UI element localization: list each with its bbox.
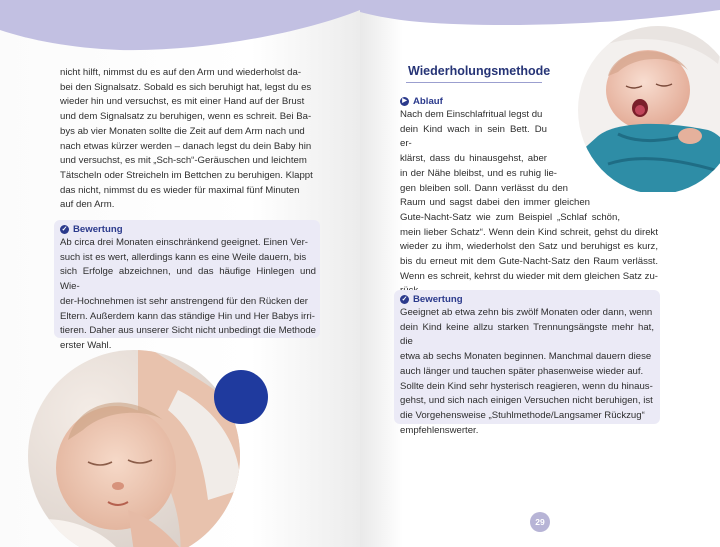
text-line: nicht hilft, nimmst du es auf den Arm und wiederholst da- [60, 67, 302, 78]
text-line: die Vorgehensweise „Stuhlmethode/Langsamer Rückzug“ [400, 409, 645, 421]
page-title: Wiederholungsmethode [408, 64, 551, 78]
text-line: und versuchst, es mit „Sch-sch“-Geräuschen und leichtem [60, 155, 307, 167]
text-line: bys ab vier Monaten sollte die Zeit auf dem Arm nach und [60, 125, 305, 137]
text-line: such ist es wert, allerdings kann es eine Weile dauern, bis [60, 251, 307, 263]
text-line: auch länger und tauchen später phasenweise wieder auf. [400, 365, 644, 377]
text-line: mein lieber Schatz“. Wenn dein Kind schreit, gehst du direkt [400, 226, 658, 238]
text-line: bis du erneut mit dem Gute-Nacht-Satz den Raum verlässt. [400, 256, 658, 268]
page-number: 29 [530, 512, 550, 532]
text-line: gen bleiben soll. Dann verlässt du den [400, 182, 568, 194]
text-line: Gute-Nacht-Satz wie zum Beispiel „Schlaf schön, [400, 211, 620, 223]
heading-label: Ablauf [413, 96, 443, 107]
text-line: tieren. Daher aus unserer Sicht nicht unbedingt die Methode [60, 325, 316, 337]
left-intro-paragraph [60, 66, 316, 213]
text-line: Wenn es schreit, kehrst du wieder mit dem gleichen Satz zu- [400, 270, 658, 282]
check-circle-icon: ✓ [61, 226, 68, 233]
left-bewertung-text [60, 236, 316, 354]
text-line: Nach dem Einschlafritual legst du [400, 109, 543, 120]
text-line: Sollte dein Kind sehr hysterisch reagieren, wenn du hinaus- [400, 380, 653, 392]
heading-label: Bewertung [413, 294, 463, 305]
right-bewertung-text [400, 306, 654, 438]
left-bewertung-heading [60, 224, 123, 235]
ablauf-heading [400, 96, 443, 107]
text-line: wieder zu ihm, wiederholst den Satz und beruhigst es kurz, [400, 241, 658, 253]
yawning-baby-photo [578, 24, 720, 192]
text-line: nach etwas kürzer werden – danach legst du dein Baby hin [60, 140, 312, 152]
text-line: wieder hin und versuchst, es mit einer Hand auf der Brust [60, 96, 305, 108]
heading-label: Bewertung [73, 224, 123, 235]
text-line: Geeignet ab etwa zehn bis zwölf Monaten oder dann, wenn [400, 307, 653, 318]
text-line: dein Kind keine allzu starken Trennungsängste mehr hat, die [400, 321, 654, 348]
text-line: auf den Arm. [60, 199, 115, 211]
text-line: und dem Signalsatz zu beruhigen, wenn es schreit. Bei Ba- [60, 111, 312, 123]
text-line: erster Wahl. [60, 339, 112, 351]
text-line: gehst, und sich nach einigen Versuchen nicht beruhigen, ist [400, 395, 653, 407]
text-line: etwa ab sechs Monaten beginnen. Manchmal dauern diese [400, 351, 652, 363]
sleeping-baby-photo [28, 350, 240, 547]
text-line: in der Nähe bleibst, und es ruhig lie- [400, 167, 557, 179]
text-line: bei den Signalsatz. Sobald es sich beruhigt hat, legst du es [60, 81, 312, 93]
text-line: dein Kind wach in sein Bett. Du er- [400, 123, 547, 150]
text-line: sich Erfolge abzeichnen, und das häufige Hinlegen und Wie- [60, 266, 316, 293]
text-line: der-Hochnehmen ist sehr anstrengend für den Rücken der [60, 295, 308, 307]
right-bewertung-heading [400, 294, 463, 305]
arrow-circle-icon: ▶ [400, 97, 409, 106]
text-line: klärst, dass du hinausgehst, aber [400, 153, 547, 165]
text-line: Tätscheln oder Streicheln im Bettchen zu beruhigen. Klappt [60, 169, 313, 181]
text-line: empfehlenswerter. [400, 424, 479, 436]
text-line: das nicht, nimmst du es wieder für maximal fünf Minuten [60, 184, 300, 196]
text-line: Raum und sagst dabei den immer gleichen [400, 197, 590, 209]
decorative-blue-circle [214, 370, 268, 424]
check-circle-icon: ✓ [401, 296, 408, 303]
title-underline [406, 82, 542, 83]
text-line: Ab circa drei Monaten einschränkend geeignet. Einen Ver- [60, 237, 308, 248]
text-line: Eltern. Außerdem kann das ständige Hin und Her Babys irri- [60, 310, 315, 322]
